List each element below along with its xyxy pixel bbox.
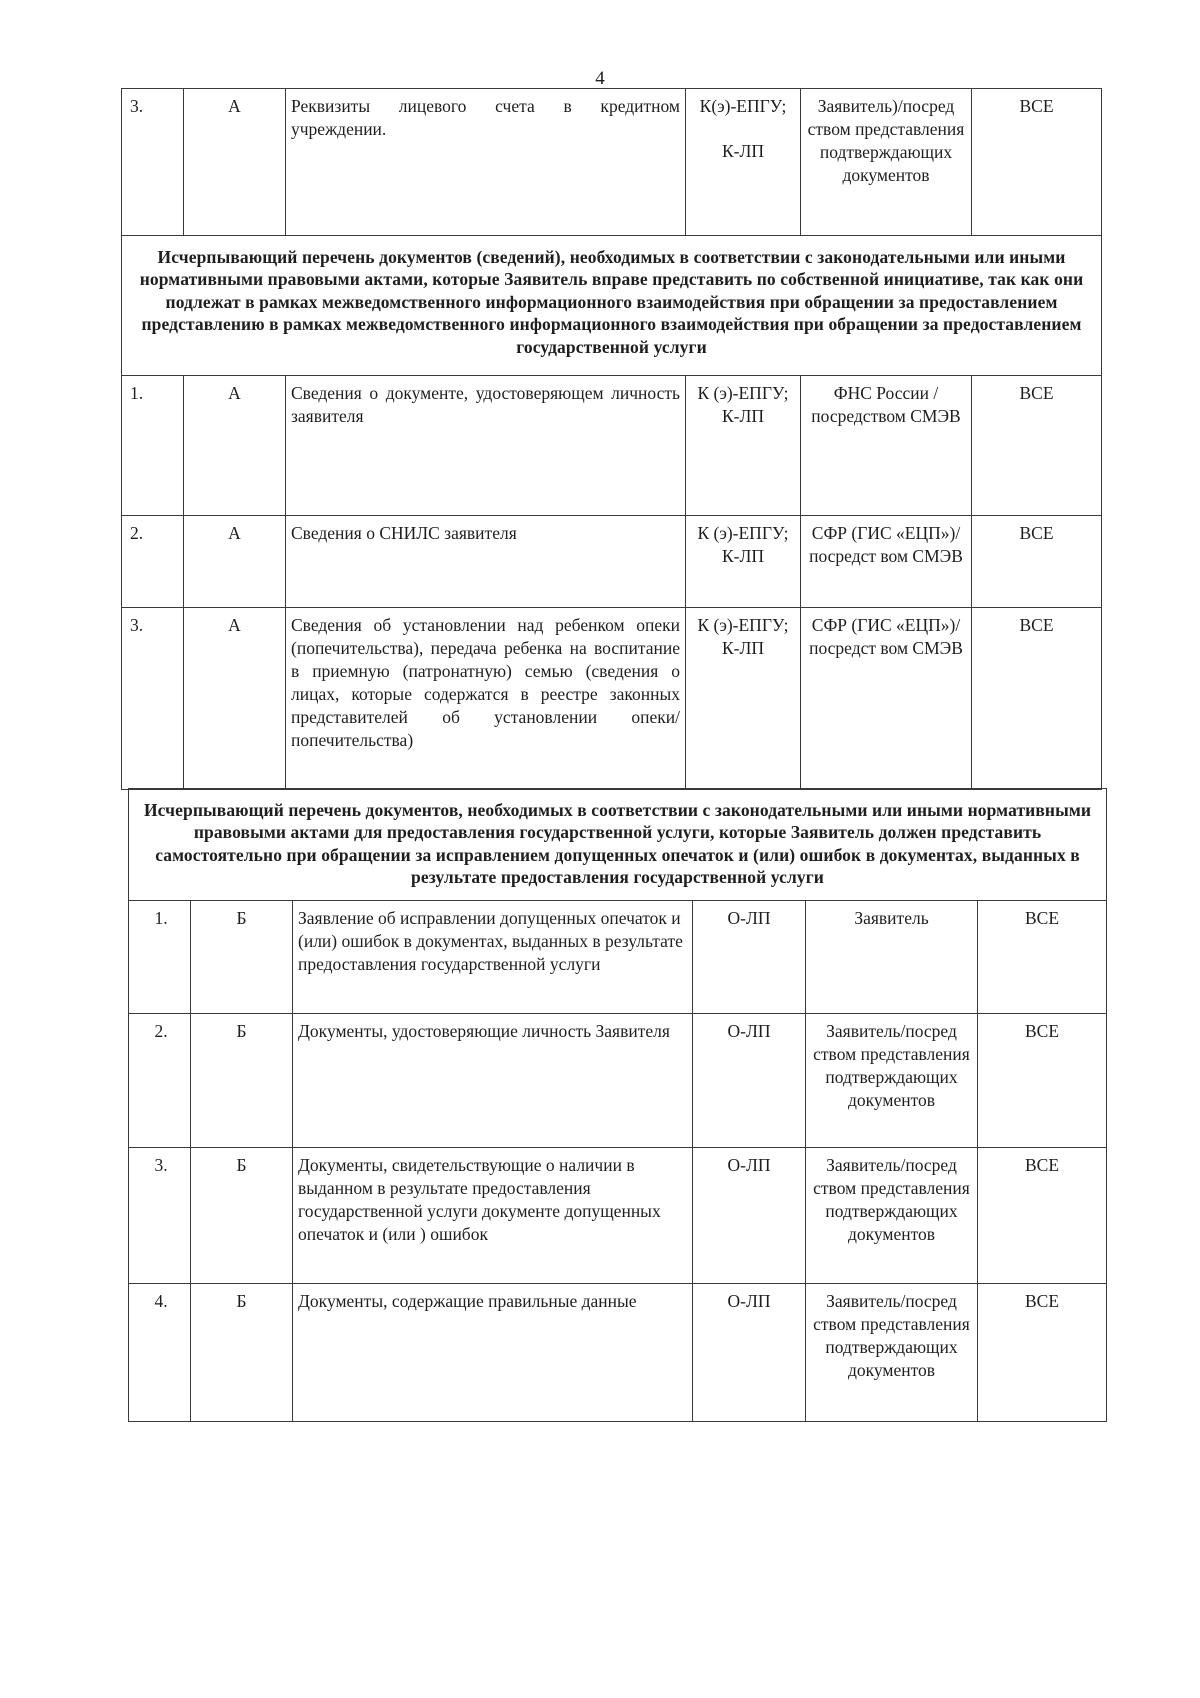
row-submission-method: К (э)-ЕПГУ; К-ЛП	[686, 376, 801, 516]
section-heading: Исчерпывающий перечень документов, необходимых в соответствии с законодательными или иными нормативными правовыми актами для предоставления государственной услуги, которые Заявитель должен представить самостоятельно при обращении за исправлением допущенных опечаток и (или) ошибок в документах, выданных в результате предоставления государственной услуги	[129, 789, 1107, 901]
row-category: А	[184, 376, 286, 516]
table-row	[122, 89, 1102, 236]
row-submission-method: О-ЛП	[693, 1014, 806, 1148]
row-scope: ВСЕ	[972, 376, 1102, 516]
row-provider: Заявитель)/посред ством представления подтверждающих документов	[801, 89, 972, 236]
row-description: Сведения о СНИЛС заявителя	[286, 516, 686, 608]
row-scope: ВСЕ	[972, 89, 1102, 236]
row-category: А	[184, 89, 286, 236]
row-category: Б	[191, 1148, 293, 1284]
table-row	[129, 1284, 1107, 1422]
row-number: 2.	[129, 1014, 191, 1148]
row-number: 2.	[122, 516, 184, 608]
row-category: Б	[191, 1284, 293, 1422]
table-row	[129, 1014, 1107, 1148]
row-description: Документы, содержащие правильные данные	[293, 1284, 693, 1422]
row-description: Сведения о документе, удостоверяющем личность заявителя	[286, 376, 686, 516]
row-number: 1.	[129, 901, 191, 1014]
row-submission-method: О-ЛП	[693, 1148, 806, 1284]
table-row	[122, 608, 1102, 790]
submission-method-line: К(э)-ЕПГУ;	[699, 96, 787, 116]
row-provider: Заявитель	[806, 901, 978, 1014]
row-provider: ФНС России /посредством СМЭВ	[801, 376, 972, 516]
section-heading-row	[129, 789, 1107, 901]
row-submission-method: О-ЛП	[693, 901, 806, 1014]
row-provider: СФР (ГИС «ЕЦП»)/посредст вом СМЭВ	[801, 608, 972, 790]
row-number: 3.	[122, 608, 184, 790]
row-scope: ВСЕ	[978, 901, 1107, 1014]
row-provider: СФР (ГИС «ЕЦП»)/посредст вом СМЭВ	[801, 516, 972, 608]
table-row	[122, 516, 1102, 608]
row-category: А	[184, 516, 286, 608]
row-scope: ВСЕ	[978, 1284, 1107, 1422]
row-category: А	[184, 608, 286, 790]
row-submission-method	[686, 89, 801, 236]
section-heading-row	[122, 236, 1102, 376]
row-provider: Заявитель/посред ством представления подтверждающих документов	[806, 1014, 978, 1148]
documents-table-2	[128, 788, 1107, 1422]
row-scope: ВСЕ	[972, 608, 1102, 790]
row-scope: ВСЕ	[978, 1014, 1107, 1148]
row-description: Реквизиты лицевого счета в кредитном учреждении.	[286, 89, 686, 236]
row-scope: ВСЕ	[978, 1148, 1107, 1284]
row-number: 1.	[122, 376, 184, 516]
row-provider: Заявитель/посред ством представления подтверждающих документов	[806, 1148, 978, 1284]
table-row	[122, 376, 1102, 516]
page-number: 4	[595, 68, 605, 89]
row-submission-method: К (э)-ЕПГУ; К-ЛП	[686, 516, 801, 608]
row-scope: ВСЕ	[972, 516, 1102, 608]
section-heading: Исчерпывающий перечень документов (сведений), необходимых в соответствии с законодательными или иными нормативными правовыми актами, которые Заявитель вправе представить по собственной инициативе, так как они подлежат в рамках межведомственного информационного взаимодействия при обращении за предоставлением представлению в рамках межведомственного информационного взаимодействия при обращении за предоставлением государственной услуги	[122, 236, 1102, 376]
row-description: Заявление об исправлении допущенных опечаток и (или) ошибок в документах, выданных в результате предоставления государственной услуги	[293, 901, 693, 1014]
row-number: 3.	[129, 1148, 191, 1284]
row-number: 4.	[129, 1284, 191, 1422]
row-description: Документы, свидетельствующие о наличии в выданном в результате предоставления государственной услуги документе допущенных опечаток и (или ) ошибок	[293, 1148, 693, 1284]
row-submission-method: О-ЛП	[693, 1284, 806, 1422]
row-submission-method: К (э)-ЕПГУ; К-ЛП	[686, 608, 801, 790]
table-row	[129, 901, 1107, 1014]
documents-table-1	[121, 88, 1102, 790]
table-row	[129, 1148, 1107, 1284]
row-category: Б	[191, 901, 293, 1014]
row-provider: Заявитель/посред ством представления подтверждающих документов	[806, 1284, 978, 1422]
row-category: Б	[191, 1014, 293, 1148]
row-description: Документы, удостоверяющие личность Заявителя	[293, 1014, 693, 1148]
submission-method-line: К-ЛП	[721, 141, 764, 162]
row-description: Сведения об установлении над ребенком опеки (попечительства), передача ребенка на воспитание в приемную (патронатную) семью (сведения о лицах, которые содержатся в реестре законных представителей об установлении опеки/попечительства)	[286, 608, 686, 790]
row-number: 3.	[122, 89, 184, 236]
